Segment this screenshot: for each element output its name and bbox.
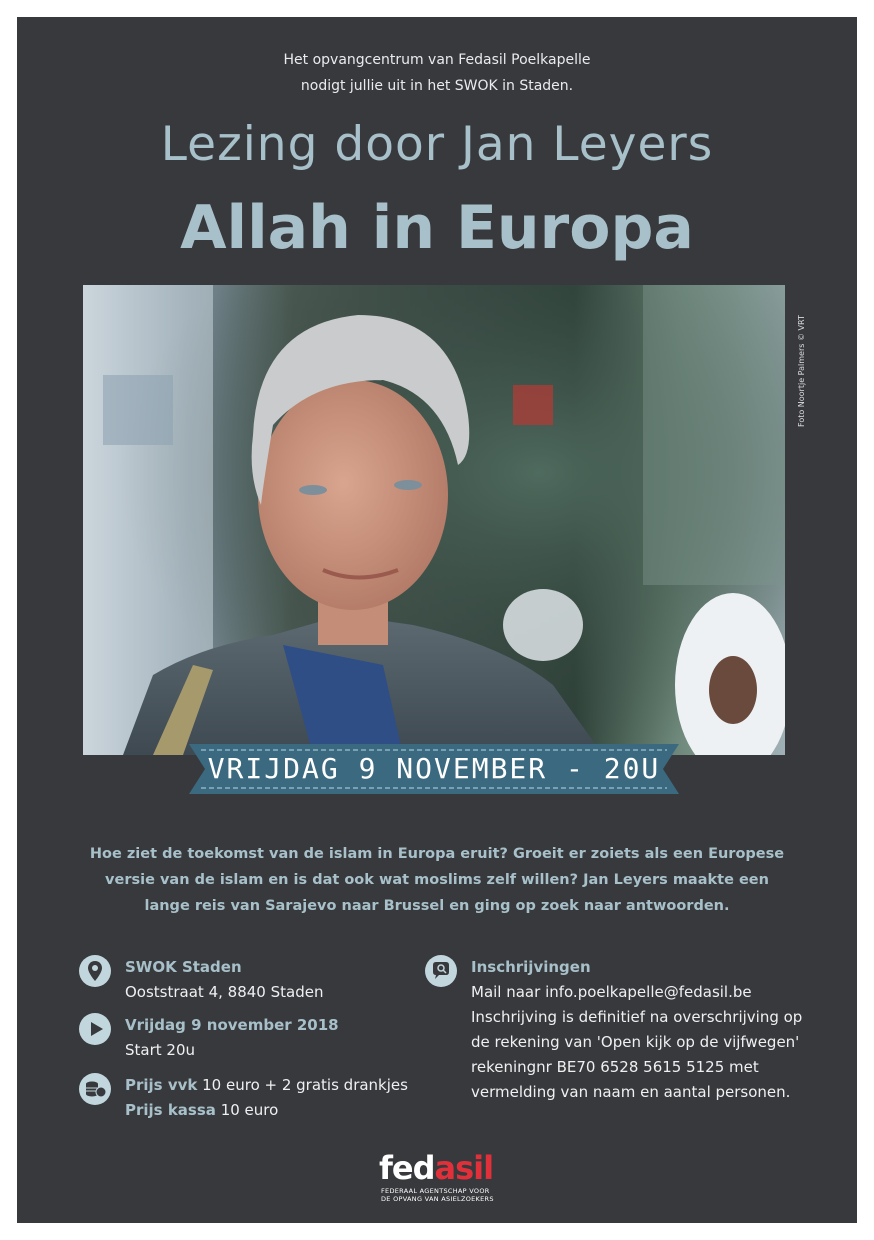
logo-tagline-2: DE OPVANG VAN ASIELZOEKERS xyxy=(381,1195,494,1203)
speaker-photo xyxy=(83,285,785,755)
registration-email: Mail naar info.poelkapelle@fedasil.be xyxy=(471,983,752,1001)
date-start: Start 20u xyxy=(125,1041,196,1059)
registration-text xyxy=(471,955,802,1105)
poster xyxy=(17,17,857,1223)
fedasil-logo xyxy=(379,1151,499,1211)
lecture-subtitle: Allah in Europa xyxy=(180,193,694,263)
chat-search-icon xyxy=(425,955,457,987)
price-vvk-value: 10 euro + 2 gratis drankjes xyxy=(202,1076,408,1094)
registration-line-2: Inschrijving is definitief na overschrijving op xyxy=(471,1008,803,1026)
description-line-3: lange reis van Sarajevo naar Brussel en ging op zoek naar antwoorden. xyxy=(144,898,730,914)
date-ribbon xyxy=(189,738,679,800)
intro-text xyxy=(17,47,857,99)
logo-wordmark xyxy=(379,1151,493,1185)
logo-tagline xyxy=(381,1187,494,1203)
ribbon-label: VRIJDAG 9 NOVEMBER - 20U xyxy=(207,752,661,785)
description-line-2: versie van de islam en is dat ook wat moslims zelf willen? Jan Leyers maakte een xyxy=(105,872,769,888)
location-address: Ooststraat 4, 8840 Staden xyxy=(125,983,324,1001)
photo-credit xyxy=(788,299,806,429)
price-kassa-label: Prijs kassa xyxy=(125,1101,216,1119)
logo-asil: asil xyxy=(434,1149,494,1187)
description-line-1: Hoe ziet de toekomst van de islam in Europa eruit? Groeit er zoiets als een Europese xyxy=(89,846,785,862)
location-name: SWOK Staden xyxy=(125,958,242,976)
price-vvk-label: Prijs vvk xyxy=(125,1076,198,1094)
intro-line-2: nodigt jullie uit in het SWOK in Staden. xyxy=(300,78,574,94)
map-pin-icon xyxy=(79,955,111,987)
date-day: Vrijdag 9 november 2018 xyxy=(125,1016,339,1034)
price-kassa xyxy=(125,1098,408,1123)
logo-fed: fed xyxy=(379,1149,435,1187)
description xyxy=(47,841,827,919)
play-icon xyxy=(79,1013,111,1045)
registration-title: Inschrijvingen xyxy=(471,958,591,976)
coins-icon xyxy=(79,1073,111,1105)
registration-line-3: de rekening van 'Open kijk op de vijfwegen' xyxy=(471,1033,800,1051)
lecture-title: Lezing door Jan Leyers xyxy=(160,117,714,172)
logo-tagline-1: FEDERAAL AGENTSCHAP VOOR xyxy=(381,1187,490,1195)
photo-credit-text: Foto Noortje Palmers © VRT xyxy=(797,315,806,427)
price-kassa-value: 10 euro xyxy=(220,1101,279,1119)
speaker-photo-illustration xyxy=(83,285,785,755)
price-text xyxy=(125,1073,408,1123)
registration-line-4: rekeningnr BE70 6528 5615 5125 met xyxy=(471,1058,759,1076)
registration-line-5: vermelding van naam en aantal personen. xyxy=(471,1083,791,1101)
date-text xyxy=(125,1013,339,1063)
price-vvk xyxy=(125,1073,408,1098)
intro-line-1: Het opvangcentrum van Fedasil Poelkapelle xyxy=(283,52,591,68)
location-text xyxy=(125,955,323,1005)
